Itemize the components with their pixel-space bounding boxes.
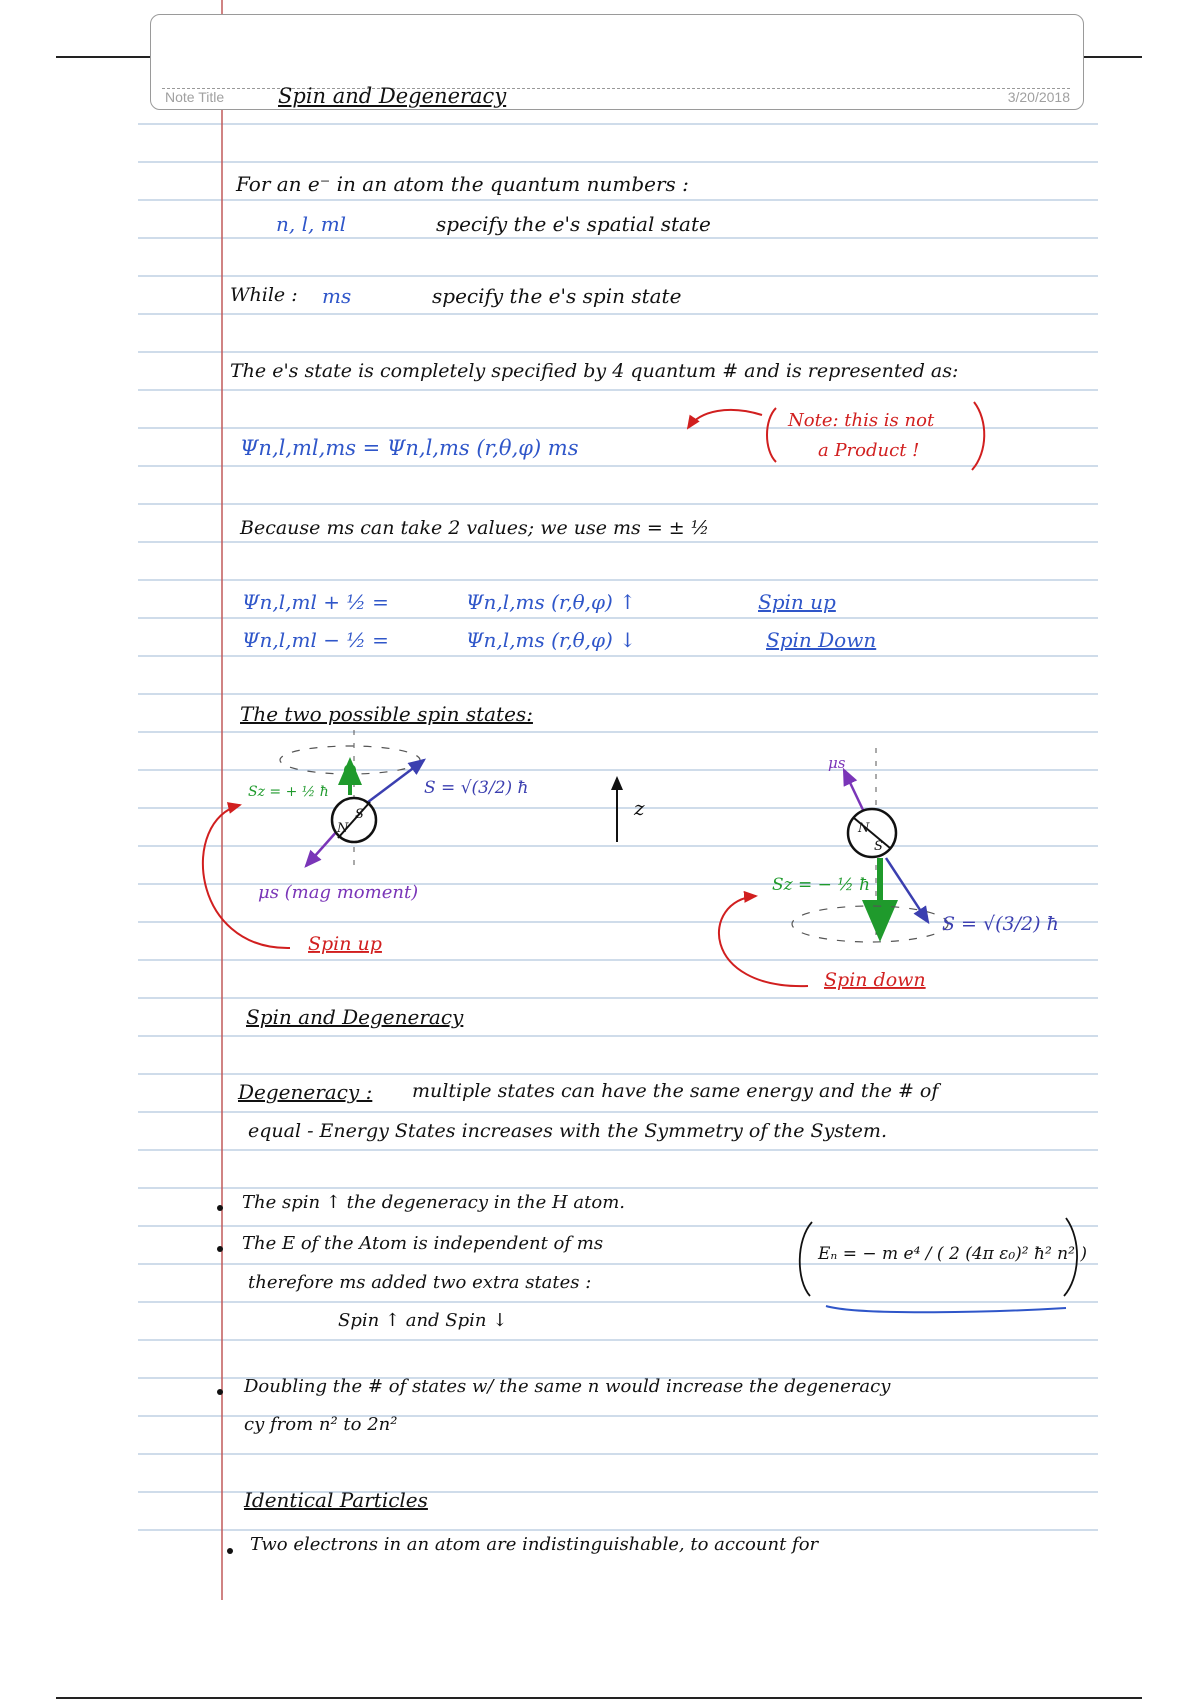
note-line-2: a Product ! bbox=[818, 440, 920, 461]
mu-s-label: μs bbox=[828, 754, 846, 772]
sz-up-label: Sz = + ½ ħ bbox=[248, 784, 329, 800]
because-line: Because ms can take 2 values; we use ms = ± ½ bbox=[240, 517, 710, 539]
mu-up-label: μs (mag moment) bbox=[258, 882, 419, 903]
mu-vector-up bbox=[306, 830, 338, 866]
magnet-up-n: N bbox=[337, 821, 349, 836]
s-vector-up bbox=[360, 760, 424, 808]
z-axis-label: z bbox=[634, 796, 645, 820]
degeneracy-bullet-3: therefore ms added two extra states : bbox=[248, 1272, 592, 1293]
identical-particles-heading: Identical Particles bbox=[244, 1488, 428, 1512]
spin-up-curve bbox=[203, 805, 290, 948]
note-date: 3/20/2018 bbox=[1007, 89, 1070, 105]
while-ms: ms bbox=[322, 284, 352, 308]
spin-down-eq-right: Ψn,l,ms (r,θ,φ) ↓ bbox=[466, 628, 636, 652]
bullet-4 bbox=[227, 1548, 233, 1554]
doubling-line-1: Doubling the # of states w/ the same n would increase the degeneracy bbox=[244, 1376, 891, 1397]
energy-underline bbox=[826, 1306, 1066, 1312]
spin-up-caption: Spin up bbox=[308, 933, 382, 955]
magnet-down-n: N bbox=[858, 821, 870, 836]
spin-up-eq-left: Ψn,l,ml + ½ = bbox=[242, 590, 389, 614]
intro-line: For an e⁻ in an atom the quantum numbers : bbox=[236, 172, 689, 196]
identical-bullet-1: Two electrons in an atom are indistinguishable, to account for bbox=[250, 1534, 819, 1555]
sz-down-label: Sz = − ½ ħ bbox=[772, 875, 871, 895]
bullet-3 bbox=[217, 1389, 223, 1395]
degeneracy-heading: Spin and Degeneracy bbox=[246, 1005, 464, 1029]
degeneracy-term: Degeneracy : bbox=[238, 1080, 373, 1104]
wavefunction-equation: Ψn,l,ml,ms = Ψn,l,ms (r,θ,φ) ms bbox=[240, 436, 579, 460]
note-bracket-right bbox=[972, 402, 984, 470]
while-label: While : bbox=[230, 284, 298, 306]
degeneracy-bullet-2: The E of the Atom is independent of ms bbox=[242, 1233, 604, 1254]
degeneracy-def-line1: multiple states can have the same energy and the # of bbox=[412, 1080, 939, 1102]
degeneracy-spin-states: Spin ↑ and Spin ↓ bbox=[338, 1310, 508, 1331]
spatial-quantum-numbers: n, l, ml bbox=[276, 212, 347, 236]
note-arrow bbox=[688, 410, 762, 428]
spin-up-eq-right: Ψn,l,ms (r,θ,φ) ↑ bbox=[466, 590, 636, 614]
sz-up-dot bbox=[344, 764, 356, 776]
note-title-label: Note Title bbox=[165, 89, 225, 105]
magnet-down-s: S bbox=[874, 839, 883, 854]
energy-formula: Eₙ = − m e⁴ / ( 2 (4π ε₀)² ħ² n² ) bbox=[818, 1244, 1087, 1264]
bullet-2 bbox=[217, 1246, 223, 1252]
s-vector-down bbox=[886, 858, 928, 922]
note-line-1: Note: this is not bbox=[788, 410, 935, 431]
s-up-label: S = √(3/2) ħ bbox=[424, 778, 529, 798]
spin-state-line: specify the e's spin state bbox=[432, 284, 682, 308]
s-down-label: S = √(3/2) ħ bbox=[942, 913, 1059, 935]
spin-down-eq-left: Ψn,l,ml − ½ = bbox=[242, 628, 389, 652]
spin-down-caption: Spin down bbox=[824, 969, 926, 991]
degeneracy-bullet-1: The spin ↑ the degeneracy in the H atom. bbox=[242, 1192, 625, 1213]
spin-up-label: Spin up bbox=[758, 590, 836, 614]
magnet-up-s: S bbox=[355, 807, 364, 822]
doubling-line-2: cy from n² to 2n² bbox=[244, 1414, 398, 1435]
spin-down-label: Spin Down bbox=[766, 628, 877, 652]
mu-vector-down bbox=[844, 770, 864, 812]
note-bracket-left bbox=[767, 408, 776, 462]
precession-cone-down bbox=[792, 906, 948, 942]
degeneracy-def-line2: equal - Energy States increases with the Symmetry of the System. bbox=[248, 1120, 887, 1142]
bullet-1 bbox=[217, 1205, 223, 1211]
two-states-heading: The two possible spin states: bbox=[240, 702, 533, 726]
spin-down-curve bbox=[719, 896, 808, 986]
energy-paren-left bbox=[800, 1222, 812, 1296]
page-title: Spin and Degeneracy bbox=[278, 84, 507, 108]
state-specification-line: The e's state is completely specified by 4 quantum # and is represented as: bbox=[230, 360, 959, 382]
spatial-state-line: specify the e's spatial state bbox=[436, 212, 711, 236]
